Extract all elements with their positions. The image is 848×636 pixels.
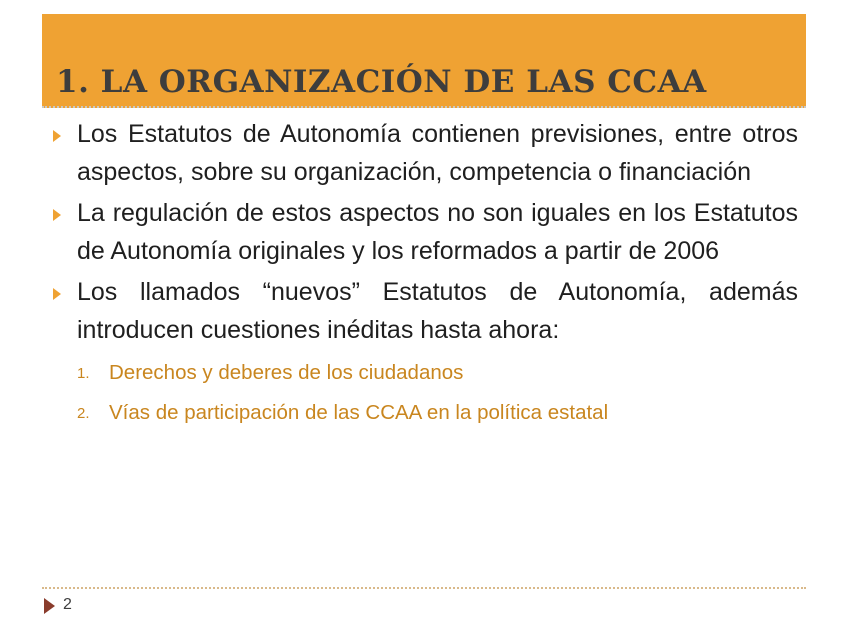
- sublist-text: Vías de participación de las CCAA en la política estatal: [109, 401, 609, 424]
- sublist-number: 2.: [77, 405, 90, 422]
- bullet-triangle-icon: [53, 130, 61, 142]
- slide-title: 1. LA ORGANIZACIÓN DE LAS CCAA: [56, 64, 707, 100]
- slide-content: [50, 116, 798, 433]
- bullet-triangle-icon: [53, 209, 61, 221]
- bullet-text: La regulación de estos aspectos no son iguales en los Estatutos de Autonomía originales y los reformados a partir de 2006: [77, 199, 798, 265]
- sublist-text: Derechos y deberes de los ciudadanos: [109, 361, 464, 384]
- bullet-text: Los llamados “nuevos” Estatutos de Autonomía, además introducen cuestiones inéditas hasta ahora:: [77, 278, 798, 344]
- bullet-item: [50, 116, 798, 191]
- title-band: [42, 14, 806, 108]
- sublist-item: [77, 393, 798, 433]
- bullet-triangle-icon: [53, 288, 61, 300]
- bullet-text: Los Estatutos de Autonomía contienen previsiones, entre otros aspectos, sobre su organización, competencia o financiación: [77, 120, 798, 186]
- sublist-number: 1.: [77, 365, 90, 382]
- sublist-item: [77, 353, 798, 393]
- page-number: 2: [63, 596, 72, 613]
- numbered-sublist: [77, 353, 798, 433]
- footer-divider: [42, 587, 806, 589]
- bullet-item: [50, 195, 798, 270]
- bullet-item: [50, 274, 798, 349]
- footer-triangle-icon: [44, 598, 55, 614]
